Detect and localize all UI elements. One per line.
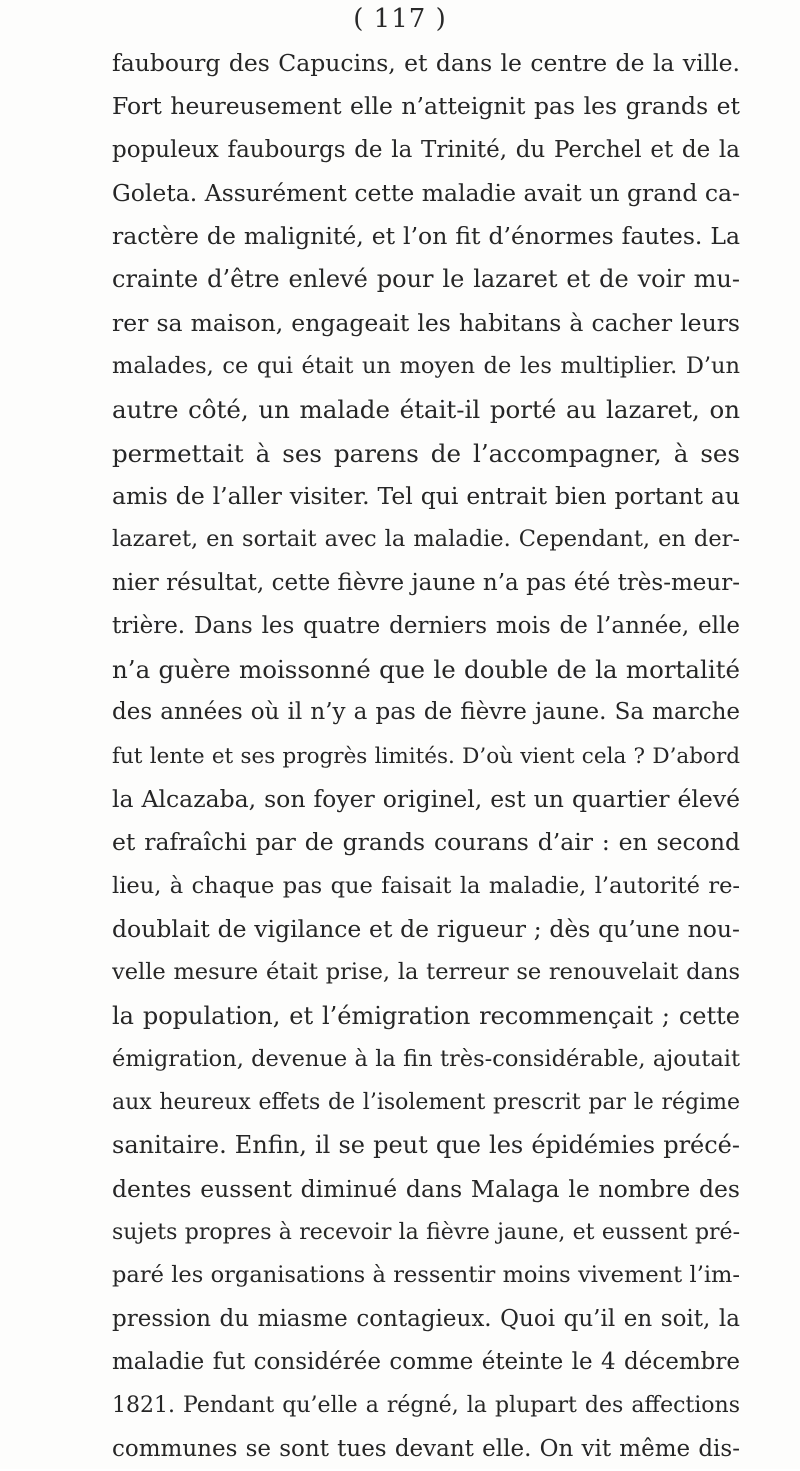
text-line: permettait à ses parens de l’accompagner, à ses (112, 438, 740, 468)
text-line: populeux faubourgs de la Trinité, du Perchel et de la (112, 136, 740, 163)
page-number: ( 117 ) (353, 4, 447, 34)
text-line: autre côté, un malade était-il porté au lazaret, on (112, 395, 740, 425)
text-line: nier résultat, cette fièvre jaune n’a pas été très-meur- (112, 569, 740, 596)
text-line: Goleta. Assurément cette maladie avait un grand ca- (112, 178, 740, 207)
text-line: doublait de vigilance et de rigueur ; dès qu’une nou- (112, 914, 740, 943)
text-line: lieu, à chaque pas que faisait la maladie, l’autorité re- (112, 872, 740, 899)
text-line: faubourg des Capucins, et dans le centre de la ville. (112, 49, 740, 77)
text-line: dentes eussent diminué dans Malaga le nombre des (112, 1174, 740, 1203)
text-line: la Alcazaba, son foyer originel, est un quartier élevé (112, 785, 740, 814)
text-line: des années où il n’y a pas de fièvre jaune. Sa marche (112, 699, 740, 726)
text-line: aux heureux effets de l’isolement prescrit par le régime (112, 1090, 740, 1116)
body-text (112, 42, 740, 1471)
text-line: sujets propres à recevoir la fièvre jaune, et eussent pré- (112, 1220, 740, 1246)
text-line: paré les organisations à ressentir moins vivement l’im- (112, 1262, 740, 1289)
text-line: malades, ce qui était un moyen de les multiplier. D’un (112, 353, 740, 380)
text-line: pression du miasme contagieux. Quoi qu’il en soit, la (112, 1305, 740, 1332)
text-line: sanitaire. Enfin, il se peut que les épidémies précé- (112, 1131, 740, 1160)
text-line: la population, et l’émigration recommençait ; cette (112, 1001, 740, 1030)
text-line: n’a guère moissonné que le double de la mortalité (112, 655, 740, 685)
text-line: Fort heureusement elle n’atteignit pas les grands et (112, 92, 740, 121)
text-line: maladie fut considérée comme éteinte le 4 décembre (112, 1348, 740, 1375)
text-line: rer sa maison, engageait les habitans à cacher leurs (112, 308, 740, 337)
text-line: amis de l’aller visiter. Tel qui entrait bien portant au (112, 481, 740, 510)
text-line: trière. Dans les quatre derniers mois de l’année, elle (112, 612, 740, 639)
text-line: 1821. Pendant qu’elle a régné, la plupart des affections (112, 1393, 740, 1419)
text-line: lazaret, en sortait avec la maladie. Cependant, en der- (112, 526, 740, 553)
text-line: crainte d’être enlevé pour le lazaret et de voir mu- (112, 265, 740, 294)
text-line: velle mesure était prise, la terreur se renouvelait dans (112, 959, 740, 986)
text-line: fut lente et ses progrès limités. D’où vient cela ? D’abord (112, 743, 740, 769)
text-line: ractère de malignité, et l’on fit d’énormes fautes. La (112, 222, 740, 251)
text-line: communes se sont tues devant elle. On vit même dis- (112, 1435, 740, 1462)
text-line: émigration, devenue à la fin très-considérable, ajoutait (112, 1045, 740, 1072)
text-line: et rafraîchi par de grands courans d’air : en second (112, 828, 740, 857)
